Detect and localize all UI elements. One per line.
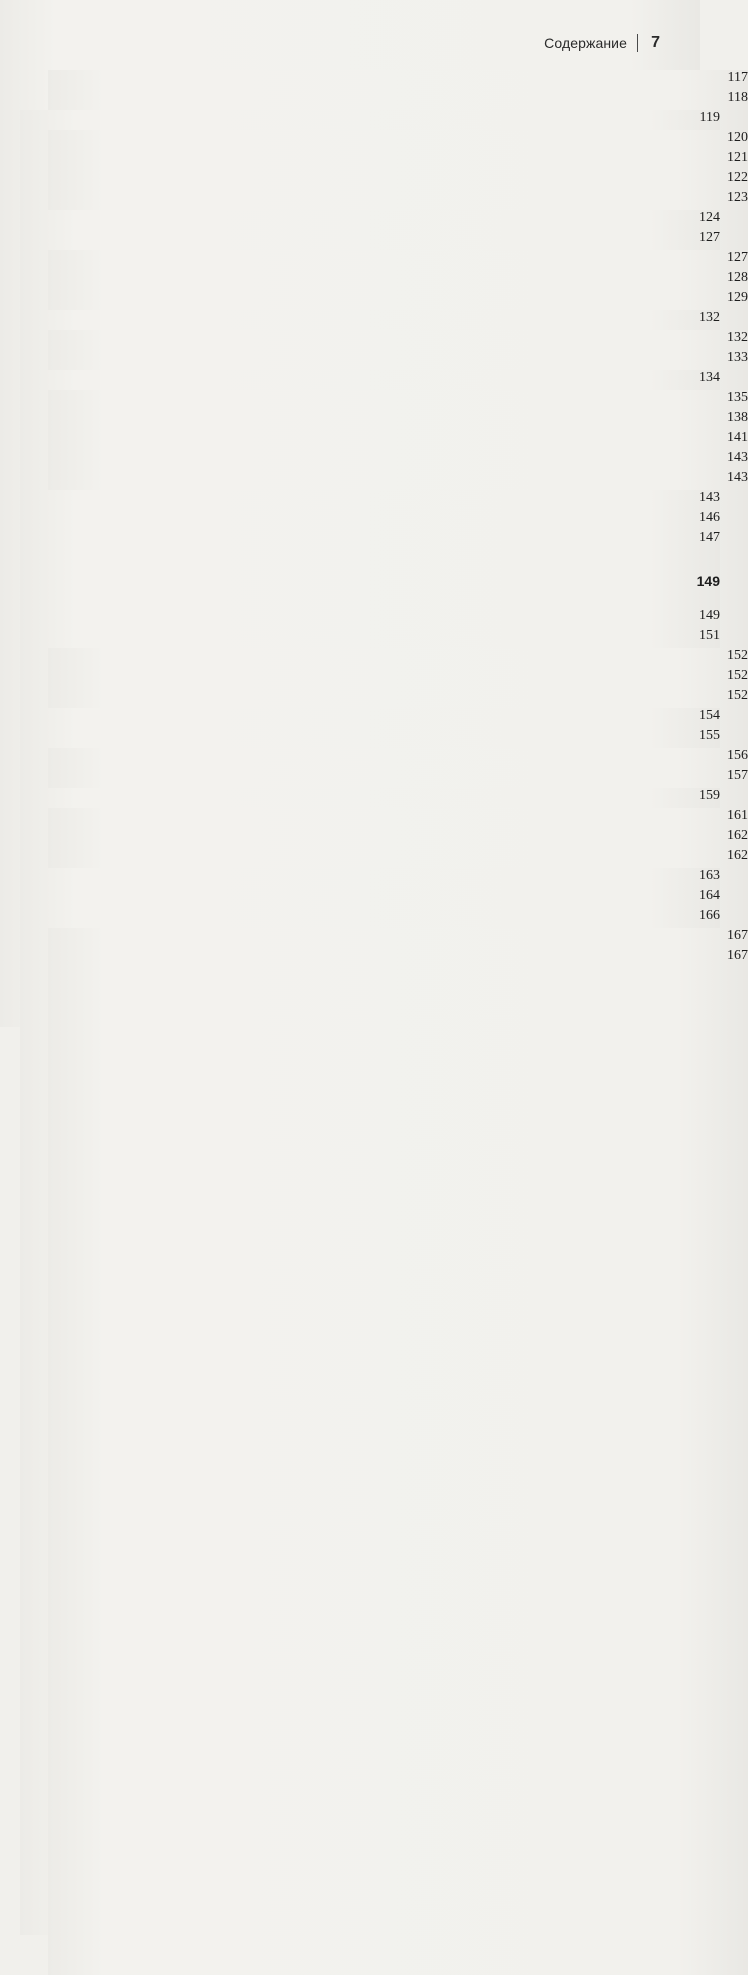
toc-entry: [48, 410, 748, 430]
header-section-title: Содержание: [544, 35, 627, 51]
toc-entry: [48, 828, 748, 848]
toc-entry: [20, 608, 720, 628]
toc-entry: [20, 310, 720, 330]
toc-entry: [20, 708, 720, 728]
toc-entry: [20, 490, 720, 510]
toc-entry-page: 149: [20, 608, 720, 1635]
table-of-contents: [20, 0, 748, 1027]
toc-entry: [20, 210, 720, 230]
toc-entry-page: 127: [48, 250, 748, 1277]
toc-entry-page: 146: [20, 510, 720, 1537]
toc-entry: [48, 848, 748, 868]
toc-entry-page: 143: [48, 450, 748, 1477]
toc-entry-page: 152: [48, 688, 748, 1715]
toc-entry: [48, 70, 748, 90]
toc-entry: [48, 350, 748, 370]
toc-entry: [48, 390, 748, 410]
toc-entry-page: 157: [48, 768, 748, 1795]
toc-entry-page: 155: [20, 728, 720, 1755]
toc-entry-page: 133: [48, 350, 748, 1377]
toc-entry: [20, 868, 720, 888]
toc-entry: [48, 928, 748, 948]
toc-entry-page: 143: [20, 490, 720, 1517]
toc-entry: [20, 110, 720, 130]
toc-entry-page: 164: [20, 888, 720, 1915]
toc-entry: [48, 948, 748, 968]
toc-entry: [20, 728, 720, 748]
toc-entry-page: 119: [20, 110, 720, 1137]
toc-entry-page: 154: [20, 708, 720, 1735]
toc-entry: [48, 668, 748, 688]
toc-entry-page: 162: [48, 828, 748, 1855]
toc-entry-page: 122: [48, 170, 748, 1197]
toc-entry: [48, 430, 748, 450]
toc-entry: [20, 370, 720, 390]
toc-entry: [48, 768, 748, 788]
toc-entry: [20, 788, 720, 808]
toc-entry-page: 141: [48, 430, 748, 1457]
toc-entry-page: 159: [20, 788, 720, 1815]
toc-entry-page: 166: [20, 908, 720, 1935]
toc-entry: [48, 330, 748, 350]
toc-entry-page: 135: [48, 390, 748, 1417]
toc-entry-page: 121: [48, 150, 748, 1177]
toc-entry-page: 124: [20, 210, 720, 1237]
toc-entry: [20, 908, 720, 928]
toc-entry-page: 117: [48, 70, 748, 1097]
toc-entry: [48, 688, 748, 708]
toc-entry-page: 152: [48, 648, 748, 1675]
toc-entry-page: 128: [48, 270, 748, 1297]
toc-entry-page: 132: [20, 310, 720, 1337]
toc-entry-page: 134: [20, 370, 720, 1397]
toc-entry: [20, 888, 720, 908]
toc-entry: [48, 90, 748, 110]
toc-entry: [48, 150, 748, 170]
toc-entry-page: 120: [48, 130, 748, 1157]
toc-entry: [20, 530, 720, 550]
toc-entry: [48, 648, 748, 668]
toc-entry-page: 129: [48, 290, 748, 1317]
toc-entry-page: 163: [20, 868, 720, 1895]
toc-entry-page: 167: [48, 948, 748, 1975]
toc-entry-page: 161: [48, 808, 748, 1835]
toc-entry: [48, 130, 748, 150]
toc-entry: [48, 450, 748, 470]
toc-entry-page: 156: [48, 748, 748, 1775]
toc-chapter-entry: [20, 573, 720, 594]
toc-chapter-page: 149: [20, 574, 720, 1601]
toc-entry: [20, 230, 720, 250]
toc-entry-page: 143: [48, 470, 748, 1497]
toc-entry: [20, 510, 720, 530]
toc-entry-page: 152: [48, 668, 748, 1695]
toc-entry: [48, 190, 748, 210]
toc-entry: [48, 748, 748, 768]
toc-entry-page: 138: [48, 410, 748, 1437]
toc-entry: [48, 270, 748, 290]
toc-entry-page: 118: [48, 90, 748, 1117]
toc-entry-page: 147: [20, 530, 720, 1557]
toc-entry: [48, 808, 748, 828]
toc-entry-page: 132: [48, 330, 748, 1357]
toc-entry: [48, 290, 748, 310]
toc-entry-page: 127: [20, 230, 720, 1257]
toc-entry: [48, 470, 748, 490]
toc-entry: [48, 250, 748, 270]
header-page-number: 7: [651, 34, 660, 51]
toc-entry-page: 151: [20, 628, 720, 1655]
toc-entry-page: 167: [48, 928, 748, 1955]
toc-entry-page: 162: [48, 848, 748, 1875]
toc-entry: [48, 170, 748, 190]
toc-entry-page: 123: [48, 190, 748, 1217]
toc-entry: [20, 628, 720, 648]
